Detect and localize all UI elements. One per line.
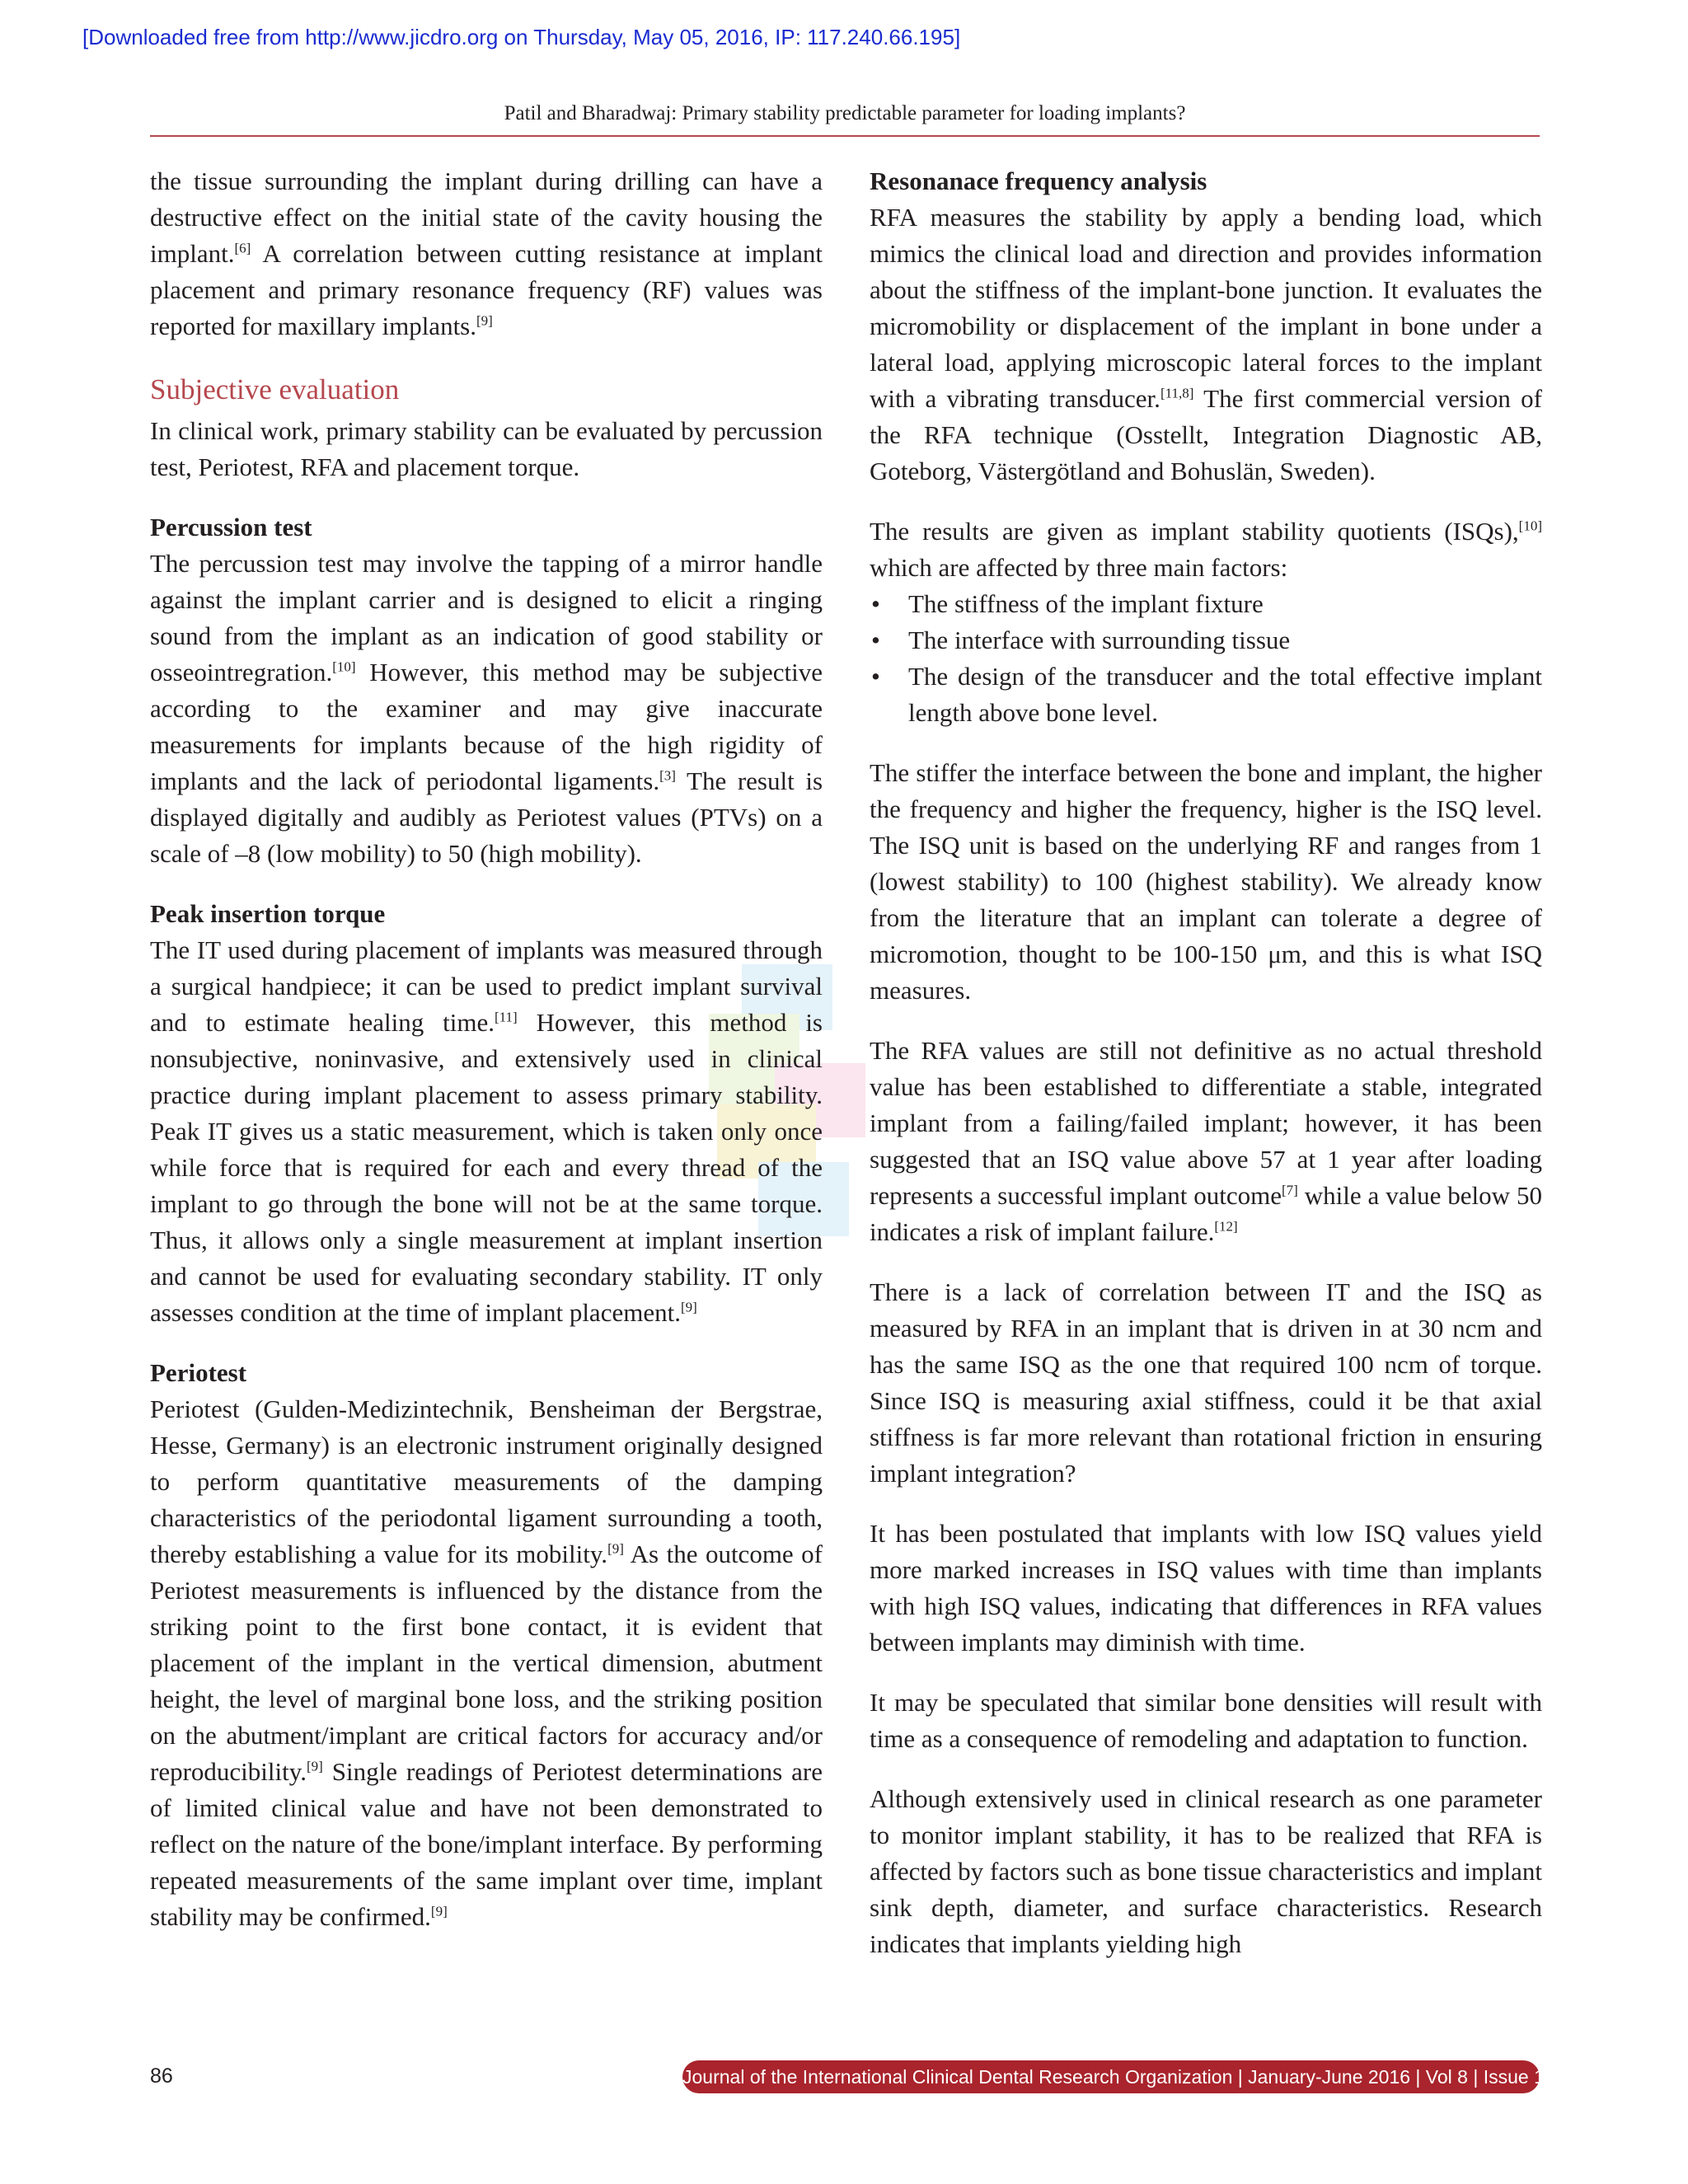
right-column: [870, 163, 1542, 1962]
header-rule: [150, 135, 1540, 137]
download-banner: [Downloaded free from http://www.jicdro.org on Thursday, May 05, 2016, IP: 117.240.66.195]: [82, 25, 961, 49]
citation: [9]: [476, 312, 493, 329]
citation: [7]: [1282, 1182, 1298, 1198]
isq-factors-list: [870, 586, 1542, 731]
paragraph-torque: The IT used during placement of implants was measured through a surgical handpiece; it can be used to predict implant survival and to estimate healing time.[11] However, this method is nonsubjective, noninvasive, and extensively used in clinical practice during implant placement to assess primary stability. Peak IT gives us a static measurement, which is taken only once while force that is required for each and every thread of the implant to go through the bone will not be at the same torque. Thus, it allows only a single measurement at implant insertion and cannot be used for evaluating secondary stability. IT only assesses condition at the time of implant placement.[9]: [150, 935, 823, 1327]
paragraph-periotest: Periotest (Gulden-Medizintechnik, Bensheiman der Bergstrae, Hesse, Germany) is an electronic instrument originally designed to perform quantitative measurements of the damping characteristics of the periodontal ligament surrounding a tooth, thereby establishing a value for its mobility.[9] As the outcome of Periotest measurements is influenced by the distance from the striking point to the first bone contact, it is evident that placement of the implant in the vertical dimension, abutment height, the level of marginal bone loss, and the striking position on the abutment/implant are critical factors for accuracy and/or reproducibility.[9] Single readings of Periotest determinations are of limited clinical value and have not been demonstrated to reflect on the nature of the bone/implant interface. By performing repeated measurements of the same implant over time, implant stability may be confirmed.[9]: [150, 1394, 823, 1931]
list-item: • The interface with surrounding tissue: [870, 622, 1542, 658]
citation: [9]: [607, 1540, 624, 1557]
bullet-icon: •: [871, 589, 880, 618]
citation: [6]: [234, 240, 251, 256]
paragraph-percussion: The percussion test may involve the tapping of a mirror handle against the implant carrier and is designed to elicit a ringing sound from the implant as an indication of good stability or osseointregration.[10] However, this method may be subjective according to the examiner and may give inaccurate measurements for implants because of the high rigidity of implants and the lack of periodontal ligaments.[3] The result is displayed digitally and audibly as Periotest values (PTVs) on a scale of –8 (low mobility) to 50 (high mobility).: [150, 549, 823, 868]
paragraph-threshold: The RFA values are still not definitive as no actual threshold value has been established to differentiate a stable, integrated implant from a failing/failed implant; however, it has been suggested that an ISQ value above 57 at 1 year after loading represents a successful implant outcome[7] while a value below 50 indicates a risk of implant failure.[12]: [870, 1036, 1542, 1246]
paragraph-although: Although extensively used in clinical research as one parameter to monitor implant stability, it has to be realized that RFA is affected by factors such as bone tissue characteristics and implant sink depth, diameter, and surface characteristics. Research indicates that implants yielding high: [870, 1784, 1542, 1958]
bullet-icon: •: [871, 662, 880, 691]
citation: [10]: [1518, 518, 1542, 534]
subsection-heading-peak-insertion-torque: Peak insertion torque: [150, 899, 386, 928]
citation: [12]: [1214, 1218, 1238, 1235]
citation: [9]: [430, 1903, 448, 1919]
citation: [11,8]: [1160, 385, 1194, 401]
left-column: [150, 163, 823, 1935]
paragraph-correlation: There is a lack of correlation between IT and the ISQ as measured by RFA in an implant that is driven in at 30 ncm and has the same ISQ as the one that required 100 ncm of torque. Since ISQ is measuring axial stiffness, could it be that axial stiffness is far more relevant than rotational friction in ensuring implant integration?: [870, 1277, 1542, 1488]
citation: [9]: [680, 1299, 697, 1315]
journal-footer: Journal of the International Clinical Dental Research Organization | January-June 2016 | Vol 8 | Issue 1: [682, 2060, 1540, 2093]
list-item: • The stiffness of the implant fixture: [870, 586, 1542, 622]
paragraph-drilling: the tissue surrounding the implant during drilling can have a destructive effect on the initial state of the cavity housing the implant.[6] A correlation between cutting resistance at implant placement and primary resonance frequency (RF) values was reported for maxillary implants.[9]: [150, 166, 823, 340]
subsection-heading-periotest: Periotest: [150, 1358, 247, 1387]
bullet-icon: •: [871, 626, 880, 654]
paragraph-speculated: It may be speculated that similar bone densities will result with time as a consequence of remodeling and adaptation to function.: [870, 1688, 1542, 1753]
citation: [10]: [332, 658, 356, 675]
section-heading-subjective-evaluation: Subjective evaluation: [150, 373, 400, 405]
paragraph-subjective: In clinical work, primary stability can be evaluated by percussion test, Periotest, RFA and placement torque.: [150, 416, 823, 481]
citation: [11]: [494, 1009, 518, 1025]
subsection-heading-rfa: Resonanace frequency analysis: [870, 166, 1207, 195]
list-item: • The design of the transducer and the total effective implant length above bone level.: [870, 658, 1542, 731]
paragraph-rfa: RFA measures the stability by apply a bending load, which mimics the clinical load and direction and provides information about the stiffness of the implant-bone junction. It evaluates the micromobility or displacement of the implant in bone under a lateral load, applying microscopic lateral forces to the implant with a vibrating transducer.[11,8] The first commercial version of the RFA technique (Osstellt, Integration Diagnostic AB, Goteborg, Västergötland and Bohuslän, Sweden).: [870, 203, 1543, 485]
citation: [3]: [659, 767, 676, 784]
paragraph-stiffer-interface: The stiffer the interface between the bone and implant, the higher the frequency and higher the frequency, higher is the ISQ level. The ISQ unit is based on the underlying RF and ranges from 1 (lowest stability) to 100 (highest stability). We already know from the literature that an implant can tolerate a degree of micromotion, thought to be 100-150 μm, and this is what ISQ measures.: [870, 758, 1542, 1005]
paragraph-isq: The results are given as implant stability quotients (ISQs),[10] which are affected by three main factors:: [870, 517, 1542, 582]
paragraph-postulated: It has been postulated that implants with low ISQ values yield more marked increases in ISQ values with time than implants with high ISQ values, indicating that differences in RFA values between implants may diminish with time.: [870, 1519, 1542, 1657]
running-head: Patil and Bharadwaj: Primary stability predictable parameter for loading implants?: [504, 102, 1186, 124]
page-number: 86: [150, 2064, 173, 2088]
subsection-heading-percussion-test: Percussion test: [150, 513, 312, 541]
citation: [9]: [306, 1758, 323, 1774]
